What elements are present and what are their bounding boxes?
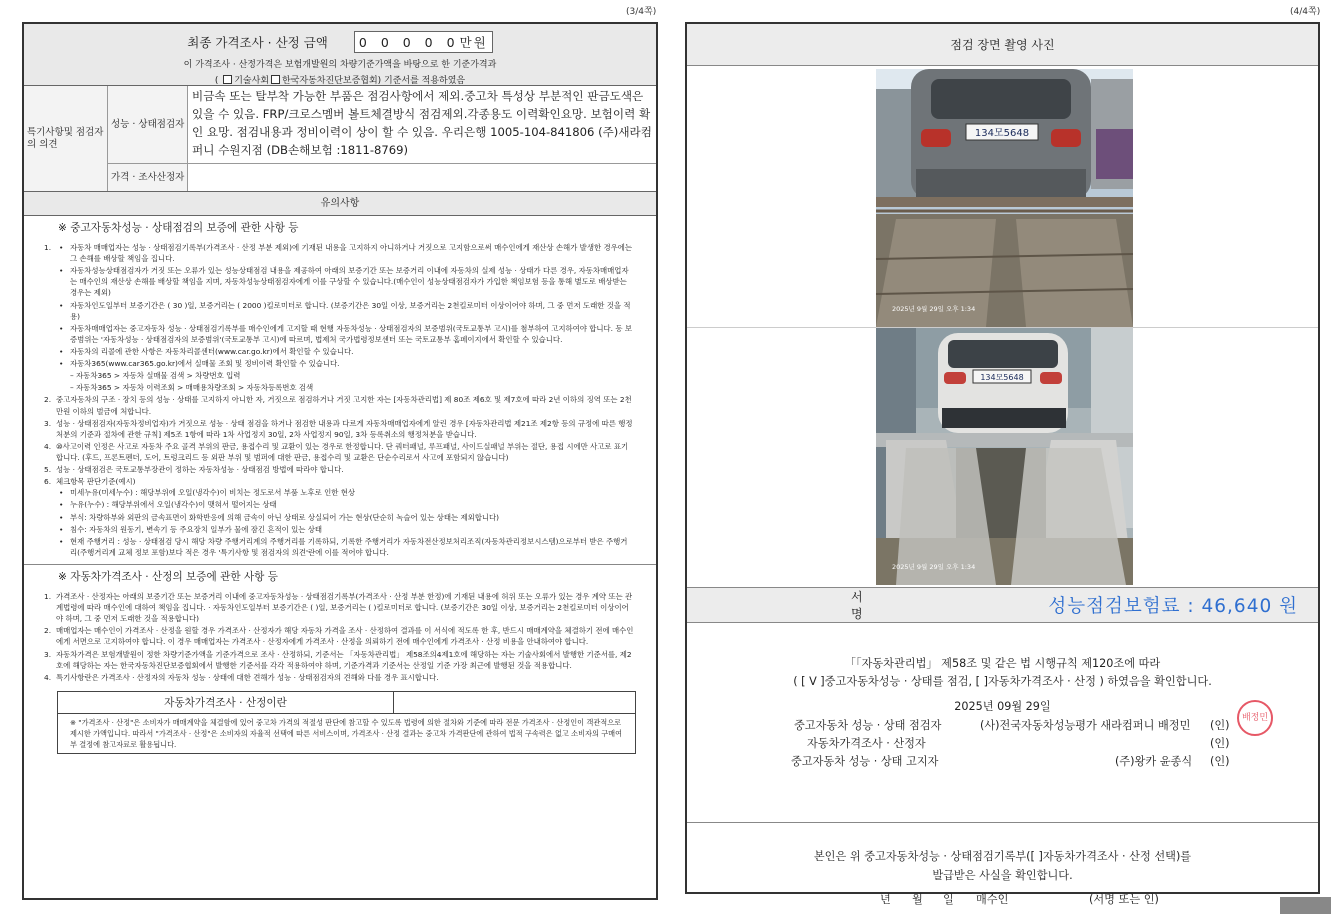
bullet-subitem: – 자동차365 > 자동차 실매물 검색 > 차량번호 입력 xyxy=(70,371,241,381)
final-price-description: 이 가격조사 · 산정가격은 보험개발원의 차량기준가액을 바탕으로 한 기준가격과 xyxy=(183,60,497,70)
bullet-item: • 미세누유(미세누수) : 해당부위에 오일(냉각수)이 비치는 정도로서 부품 노후로 인한 현상 xyxy=(59,488,356,498)
appraiser-label: 자동차가격조사 · 산정자 xyxy=(807,737,926,750)
appraiser-row xyxy=(687,735,1318,751)
signature-label: 서명 xyxy=(851,590,863,621)
price-definition-title: 자동차가격조사 · 산정이란 xyxy=(58,692,394,713)
buyer-confirmation-section xyxy=(687,823,1318,923)
list-item: 3. 성능 · 상태점검자(자동차정비업자)가 거짓으로 성능 · 상태 점검을 하거나 점검한 내용과 다르게 자동차매매업자에게 알린 경우 [자동차관리법 제21조 제2항 등의 규정에 따른 행정처분의 기준과 절차에 관한 규칙] 제5조 1항에 따라 1차 사업정지 30일, 2차 사업정지 90일, 3차 등록취소의 행정처분을 받습니다. xyxy=(44,418,633,439)
inspector-seal: (인) xyxy=(1210,719,1230,732)
special-notes-heading: 특기사항및 점검자의 의견 xyxy=(24,86,108,191)
bullet-item: • 자동차매매업자는 중고자동차 성능 · 상태점검기록부를 매수인에게 고지할 때 현행 자동차성능 · 상태점검자의 보증범위(국토교통부 고시)를 첨부하여 고지하여야 합니다. 동 보증범위는 '자동차성능 · 상태점검자의 보증범위'(국토교통부 고시)에 따르며, 법제처 국가법령정보센터 또는 국토교통부 홈페이지에서 확인할 수 있습니다. xyxy=(59,323,633,344)
technician-society-checkbox[interactable] xyxy=(223,75,232,84)
price-appraiser-label: 가격 · 조사산정자 xyxy=(108,164,188,191)
photo-section-heading: 점검 장면 촬영 사진 xyxy=(687,24,1318,66)
inspection-record-page-3 xyxy=(22,22,658,900)
final-price-label: 최종 가격조사 · 산정 금액 xyxy=(187,35,328,50)
confirmation-section xyxy=(687,623,1318,823)
list-item: 3. 자동차가격은 보험개발원이 정한 차량기준가액을 기준가격으로 조사 · 산정하되, 기준서는 「자동차관리법」 제58조의4제1호에 해당하는 자는 기술사회에서 발행한 기준서를, 제2호에 해당하는 자는 한국자동차진단보증협회에서 발행한 기준서를 각각 적용하여야 하며, 기준가격과 기준서는 산정일 기준 가장 최근에 발행된 것을 적용합니다. xyxy=(44,649,632,670)
page-number: (4/4쪽) xyxy=(1290,7,1321,17)
list-item: 2. 중고자동차의 구조 · 장치 등의 성능 · 상태를 고지하지 아니한 자, 거짓으로 점검하거나 거짓 고지한 자는 [자동차관리법] 제 80조 제6호 및 제7호에 따라 2년 이하의 징역 또는 2천만원 이하의 벌금에 처합니다. xyxy=(44,395,632,416)
bullet-item: • 침수: 자동차의 원동기, 변속기 등 주요장치 일부가 물에 잠긴 흔적이 있는 상태 xyxy=(59,524,323,534)
price-warranty-items xyxy=(44,591,634,683)
bullet-item: • 현재 주행거리 : 성능 · 상태점검 당시 해당 차량 주행거리계의 주행거리를 기록하되, 기록한 주행거리가 자동차전산정보처리조직(자동차관리정보시스템)으로부터 받은 주행거리(주행거리계 교체 정보 포함)보다 적은 경우 '특기사항 및 점검자의 의견'란에 이를 적어야 합니다. xyxy=(59,536,628,557)
day-label: 일 xyxy=(943,893,954,906)
signature-row xyxy=(687,588,1318,623)
price-appraiser-opinion xyxy=(188,164,656,191)
photo-timestamp: 2025년 9월 29일 오후 1:34 xyxy=(892,563,976,571)
notice-heading: 유의사항 xyxy=(24,192,656,216)
license-plate: 134모5648 xyxy=(980,373,1024,382)
sign-or-seal-hint[interactable]: (서명 또는 인) xyxy=(1089,893,1159,906)
amount-digits: 0 0 0 0 0 xyxy=(358,34,460,50)
bullet-item: • 자동차인도일부터 보증기간은 ( 30 )일, 보증거리는 ( 2000 )킬로미터로 합니다. (보증기간은 30일 이상, 보증거리는 2천킬로미터 이상이어야 하며, 그 중 먼저 도래한 것을 적용) xyxy=(59,300,631,321)
price-definition-text: ※ "가격조사 · 산정"은 소비자가 매매계약을 체결함에 있어 중고차 가격의 적절성 판단에 참고할 수 있도록 법령에 의한 절차와 기준에 따라 전문 가격조사 · 산정인이 객관적으로 제시한 가액입니다. 따라서 "가격조사 · 산정"은 소비자의 자율적 선택에 따른 서비스이며, 가격조사 · 산정 결과는 중고차 가격판단에 관하여 법적 구속력은 없고 소비자의 구매여부 결정에 참고자료로 활용됩니다. xyxy=(70,717,623,750)
technician-society-label: 기술사회 xyxy=(234,76,270,86)
confirmation-line: ( [ V ]중고자동차성능 · 상태를 점검, [ ]자동차가격조사 · 산정 ) 하였음을 확인합니다. xyxy=(793,675,1212,688)
notifier-name: (주)왕카 윤종식 xyxy=(1115,755,1193,768)
photo-timestamp: 2025년 9월 29일 오후 1:34 xyxy=(892,305,976,313)
diagnosis-association-label: 한국자동차진단보증협회) 기준서를 적용하였음 xyxy=(282,76,466,86)
inspection-photo-lift-view xyxy=(876,328,1133,585)
buyer-confirmation-line: 본인은 위 중고자동차성능 · 상태점검기록부([ ]자동차가격조사 · 산정 선택)를 xyxy=(813,850,1192,863)
inspector-name: (사)전국자동차성능평가 새라컴퍼니 배정민 xyxy=(980,719,1191,732)
inspector-row xyxy=(687,717,1318,733)
month-label: 월 xyxy=(912,893,923,906)
bullet-item: • 부식: 차량하부와 외판의 금속표면이 화학반응에 의해 금속이 아닌 상태로 상실되어 가는 현상(단순히 녹슬어 있는 상태는 제외합니다) xyxy=(59,512,500,522)
list-item: 1. 가격조사 · 산정자는 아래의 보증기간 또는 보증거리 이내에 중고자동차성능 · 상태점검기록부(가격조사 · 산정 부분 한정)에 기재된 내용에 허위 또는 오류가 있는 경우 계약 또는 관계법령에 따라 매수인에 대하여 책임을 집니다. · 자동차인도일부터 보증기간은 ( )일, 보증거리는 ( )킬로미터로 합니다. (보증기간은 30일 이상, 보증거리는 2천킬로미터 이상이어야 하며, 그 중 먼저 도래한 것을 적용합니다) xyxy=(44,591,633,624)
official-seal-stamp: 배정민 xyxy=(1237,700,1273,736)
list-item: 2. 매매업자는 매수인이 가격조사 · 산정을 원할 경우 가격조사 · 산정자가 해당 자동차 가격을 조사 · 산정하여 결과를 이 서식에 적도록 한 후, 반드시 매매계약을 체결하기 전에 매수인에게 서면으로 고지하여야 합니다. 이 경우 매매업자는 가격조사 · 산정자에게 가격조사 · 산정을 의뢰하기 전에 매수인에게 가격조사 · 산정 비용을 안내하여야 합니다. xyxy=(44,626,634,647)
bullet-subitem: – 자동차365 > 자동차 이력조회 > 매매용차량조회 > 자동차등록번호 검색 xyxy=(70,383,314,393)
legal-basis-line: 「「자동차관리법」 제58조 및 같은 법 시행규칙 제120조에 따라 xyxy=(844,657,1161,670)
list-item: 1. • 자동차 매매업자는 성능 · 상태점검기록부(가격조사 · 산정 부분 제외)에 기재된 내용을 고지하지 아니하거나 거짓으로 고지함으로써 매수인에게 재산상 손해가 발생한 경우에는 그 손해를 배상할 책임을 집니다. • 자동차성능상태점검자가 거짓 또는 오류가 있는 성능상태점검 내용을 제공하여 아래의 보증기간 또는 보증거리 이내에 자동차의 실제 성능 · 상태가 다른 경우, 자동차매매업자는 매수인의 재산상 손해를 배상할 책임을 지며, 자동차성능상태점검자에게 이를 구상할 수 있습니다.(매수인이 성능상태점검자가 가입한 책임보험 등을 통해 별도로 배상받는 경우는 제외) • 자동차인도일부터 보증기간은 ( 30 )일, 보증거리는 ( 2000 )킬로미터로 합니다. (보증기간은 30일 이상, 보증거리는 2천킬로미터 이상이어야 하며, 그 중 먼저 도래한 것을 적용) • 자동차매매업자는 중고자동차 성능 · 상태점검기록부를 매수인에게 고지할 때 현행 자동차성능 · 상태점검자의 보증범위(국토교통부 고시)를 첨부하여 고지하여야 합니다. 동 보증범위는 '자동차성능 · 상태점검자의 보증범위'(국토교통부 고시)에 따르며, 법제처 국가법령정보센터 또는 국토교통부 홈페이지에서 확인할 수 있습니다. • 자동차의 리콜에 관한 사항은 자동차리콜센터(www.car.go.kr)에서 확인할 수 있습니다. • 자동차365(www.car365.go.kr)에서 실매물 조회 및 정비이력 확인할 수 있습니다. – 자동차365 > 자동차 실매물 검색 > 차량번호 입력 – 자동차365 > 자동차 이력조회 > 매매용차량조회 > 자동차등록번호 검색 xyxy=(44,243,633,393)
diagnosis-association-checkbox[interactable] xyxy=(271,75,280,84)
appraiser-seal: (인) xyxy=(1210,737,1230,750)
confirmation-date: 2025년 09월 29일 xyxy=(954,700,1051,713)
standard-selection: ( 기술사회 한국자동차진단보증협회) 기준서를 적용하였음 xyxy=(214,76,466,86)
inspection-record-page-4 xyxy=(685,22,1320,906)
page-number: (3/4쪽) xyxy=(626,7,657,17)
bullet-item: • 누유(누수) : 해당부위에서 오일(냉각수)이 맺혀서 떨어지는 상태 xyxy=(59,500,277,510)
buyer-signature-row xyxy=(687,891,1318,907)
buyer-label: 매수인 xyxy=(976,893,1009,906)
list-item: 5. 성능 · 상태점검은 국토교통부장관이 정하는 자동차성능 · 상태점검 방법에 따라야 합니다. xyxy=(44,465,344,475)
list-item: 4. 특기사항란은 가격조사 · 산정자의 자동차 성능 · 상태에 대한 견해가 성능 · 상태점검자의 견해와 다를 경우 표시합니다. xyxy=(44,672,439,682)
inspection-photos xyxy=(687,66,1318,588)
list-item: 6. 체크항목 판단기준(예시) • 미세누유(미세누수) : 해당부위에 오일(냉각수)이 비치는 정도로서 부품 노후로 인한 현상 • 누유(누수) : 해당부위에서 오일(냉각수)이 맺혀서 떨어지는 상태 • 부식: 차량하부와 외판의 금속표면이 화학반응에 의해 금속이 아닌 상태로 상실되어 가는 현상(단순히 녹슬어 있는 상태는 제외합니다) • 침수: 자동차의 원동기, 변속기 등 주요장치 일부가 물에 잠긴 흔적이 있는 상태 • 현재 주행거리 : 성능 · 상태점검 당시 해당 차량 주행거리계의 주행거리를 기록하되, 기록한 주행거리가 자동차전산정보처리조직(자동차관리정보시스템)으로부터 받은 주행거리(주행거리계 교체 정보 포함)보다 적은 경우 '특기사항 및 점검자의 의견'란에 이를 적어야 합니다. xyxy=(44,476,634,558)
list-item: 4. ⑩사고이력 인정은 사고로 자동차 주요 골격 부위의 판금, 용접수리 및 교환이 있는 경우로 한정합니다. 단 쿼터패널, 루프패널, 사이드실패널 부위는 절단, 용접 시에만 사고로 표기합니다. (후드, 프론트펜더, 도어, 트렁크리드 등 외판 부위 및 범퍼에 대한 판금, 용접수리 및 교환은 단순수리로서 사고에 포함되지 않습니다) xyxy=(44,441,629,462)
amount-unit: 만원 xyxy=(459,35,488,50)
performance-inspector-label: 성능 · 상태점검자 xyxy=(108,86,188,163)
insurance-fee: 성능점검보험료 : 46,640 원 xyxy=(1048,596,1298,617)
warranty-items xyxy=(44,242,634,558)
corner-marker xyxy=(1280,897,1331,914)
price-definition-box xyxy=(57,691,636,754)
special-notes-section xyxy=(24,86,656,192)
license-plate: 134모5648 xyxy=(974,128,1030,139)
bullet-item: • 자동차365(www.car365.go.kr)에서 실매물 조회 및 정비이력 확인할 수 있습니다. xyxy=(59,359,340,369)
inspection-photo-rear-view xyxy=(876,69,1133,327)
buyer-confirmation-line2: 발급받은 사실을 확인합니다. xyxy=(932,869,1073,882)
notifier-row xyxy=(687,753,1318,769)
notifier-label: 중고자동차 성능 · 상태 고지자 xyxy=(791,755,939,768)
notifier-seal: (인) xyxy=(1210,755,1230,768)
year-label: 년 xyxy=(880,893,891,906)
bullet-item: • 자동차성능상태점검자가 거짓 또는 오류가 있는 성능상태점검 내용을 제공하여 아래의 보증기간 또는 보증거리 이내에 자동차의 실제 성능 · 상태가 다른 경우, 자동차매매업자는 매수인의 재산상 손해를 배상할 책임을 지며, 자동차성능상태점검자에게 이를 구상할 수 있습니다.(매수인이 성능상태점검자가 가입한 책임보험 등을 통해 별도로 배상받는 경우는 제외) xyxy=(59,266,629,298)
bullet-item: • 자동차 매매업자는 성능 · 상태점검기록부(가격조사 · 산정 부분 제외)에 기재된 내용을 고지하지 아니하거나 거짓으로 고지함으로써 매수인에게 재산상 손해가 발생한 경우에는 그 손해를 배상할 책임을 집니다. xyxy=(59,243,633,264)
bullet-item: • 자동차의 리콜에 관한 사항은 자동차리콜센터(www.car.go.kr)에서 확인할 수 있습니다. xyxy=(59,346,354,356)
warranty-section-title: ※ 중고자동차성능 · 상태점검의 보증에 관한 사항 등 xyxy=(58,222,299,234)
final-price-section xyxy=(24,24,656,86)
final-price-amount xyxy=(354,31,493,53)
price-warranty-section-title: ※ 자동차가격조사 · 산정의 보증에 관한 사항 등 xyxy=(58,570,279,583)
inspector-label: 중고자동차 성능 · 상태 점검자 xyxy=(794,719,942,732)
performance-inspector-opinion: 비금속 또는 탈부착 가능한 부품은 점검사항에서 제외.중고차 특성상 부분적인 판금도색은 있을 수 있음. FRP/크로스멤버 볼트체결방식 점검제외.각종용도 이력확인요망. 보험이력 확인 요망. 점검내용과 정비이력이 상이 할 수 있음. 우리은행 1005-104-841806 (주)새라컴퍼니 수원지점 (DB손해보험 :1811-8769) xyxy=(192,89,652,157)
